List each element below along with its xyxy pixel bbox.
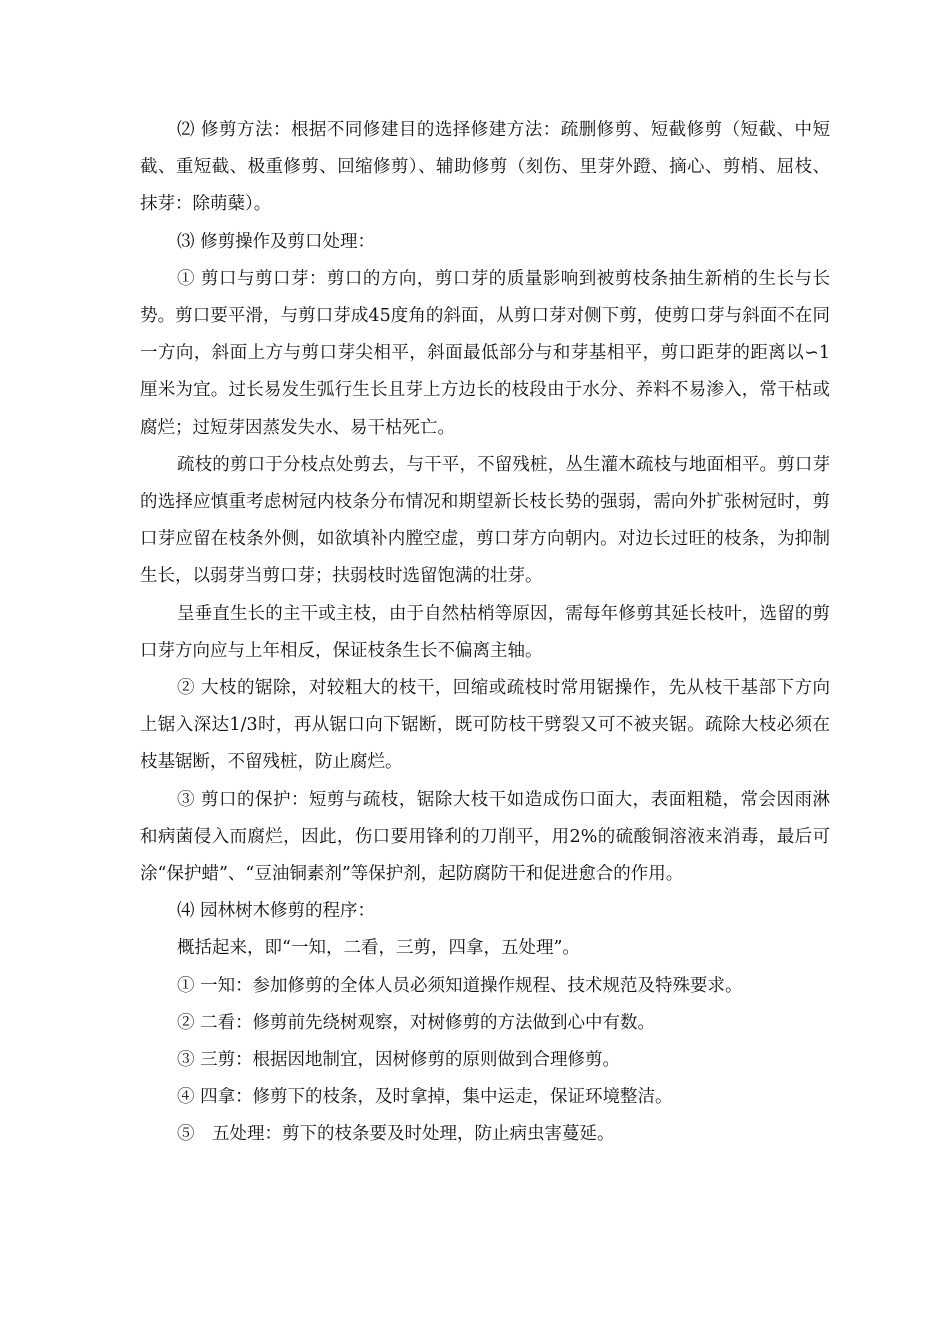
- list-item-know: ① 一知：参加修剪的全体人员必须知道操作规程、技术规范及特殊要求。: [177, 975, 743, 996]
- paragraph-large-branch-sawing: ② 大枝的锯除，对较粗大的枝干，回缩或疏枝时常用锯操作，先从枝干基部下方向上锯入深达1/3时，再从锯口向下锯断，既可防枝干劈裂又可不被夹锯。疏除大枝必须在枝基锯断，不留残桩，防止腐烂。: [140, 678, 830, 773]
- list-item-cut: ③ 三剪：根据因地制宜，因树修剪的原则做到合理修剪。: [177, 1050, 621, 1071]
- list-item-look: ② 二看：修剪前先绕树观察，对树修剪的方法做到心中有数。: [177, 1012, 656, 1033]
- paragraph-pruning-procedure-heading: ⑷ 园林树木修剪的程序：: [177, 901, 376, 922]
- paragraph-pruning-methods: ⑵ 修剪方法：根据不同修建目的选择修建方法：疏删修剪、短截修剪（短截、中短截、重短截、极重修剪、回缩修剪）、辅助修剪（刻伤、里芽外蹬、摘心、剪梢、屈枝、抹芽：除萌蘖）。: [140, 120, 830, 215]
- list-item-remove: ④ 四拿：修剪下的枝条，及时拿掉，集中运走，保证环境整洁。: [177, 1087, 673, 1108]
- paragraph-thinning-cut: 疏枝的剪口于分枝点处剪去，与干平，不留残桩，丛生灌木疏枝与地面相平。剪口芽的选择应慎重考虑树冠内枝条分布情况和期望新长枝长势的强弱，需向外扩张树冠时，剪口芽应留在枝条外侧，如欲填补内膛空虚，剪口芽方向朝内。对边长过旺的枝条，为抑制生长，以弱芽当剪口芽；扶弱枝时选留饱满的壮芽。: [140, 454, 830, 587]
- list-item-dispose: ⑤ 五处理：剪下的枝条要及时处理，防止病虫害蔓延。: [177, 1124, 615, 1145]
- paragraph-cut-protection: ③ 剪口的保护：短剪与疏枝，锯除大枝干如造成伤口面大，表面粗糙，常会因雨淋和病菌侵入而腐烂，因此，伤口要用锋利的刀削平，用2%的硫酸铜溶液来消毒，最后可涂“保护蜡”、“豆油铜素剂”等保护剂，起防腐防干和促进愈合的作用。: [140, 789, 830, 885]
- paragraph-vertical-trunk: 呈垂直生长的主干或主枝，由于自然枯梢等原因，需每年修剪其延长枝叶，选留的剪口芽方向应与上年相反，保证枝条生长不偏离主轴。: [140, 603, 830, 661]
- document-page: [140, 112, 830, 1154]
- paragraph-pruning-operation-heading: ⑶ 修剪操作及剪口处理：: [177, 231, 376, 252]
- paragraph-procedure-summary: 概括起来，即“一知，二看，三剪，四拿，五处理”。: [177, 938, 580, 959]
- paragraph-cut-and-bud: ① 剪口与剪口芽：剪口的方向，剪口芽的质量影响到被剪枝条抽生新梢的生长与长势。剪口要平滑，与剪口芽成45度角的斜面，从剪口芽对侧下剪，使剪口芽与斜面不在同一方向，斜面上方与剪口芽尖相平，斜面最低部分与和芽基相平，剪口距芽的距离以∽1厘米为宜。过长易发生弧行生长且芽上方边长的枝段由于水分、养料不易渗入，常干枯或腐烂；过短芽因蒸发失水、易干枯死亡。: [140, 268, 830, 438]
